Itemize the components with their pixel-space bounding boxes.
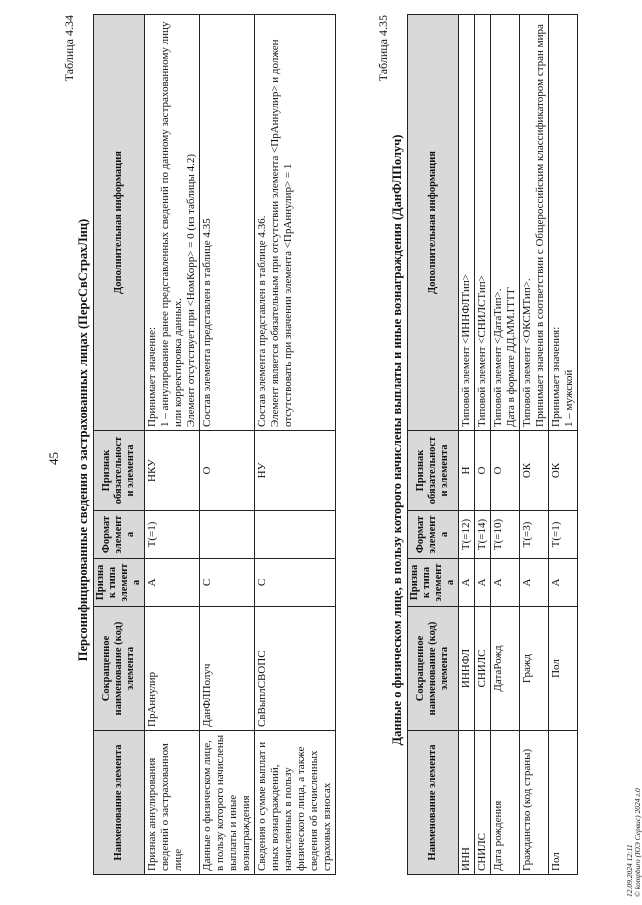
element-info-cell	[475, 15, 491, 431]
element-type-cell: А	[520, 559, 549, 607]
table-35-header-name: Наименование элемента	[408, 731, 459, 875]
element-type-cell: А	[475, 559, 491, 607]
element-code-cell: ПрАннулир	[145, 607, 200, 731]
element-required-cell: НУ	[255, 431, 336, 511]
table-34-title: Персонифицированные сведения о застрахованных лицах (ПерсСвСтрахЛиц)	[76, 218, 90, 662]
print-source: © kompburo (ЮЭ Сервис) 2024 г.0	[633, 788, 642, 897]
element-code-cell: ИННФЛ	[459, 607, 475, 731]
element-code-cell: ДатаРожд	[491, 607, 520, 731]
element-info-text: Принимает значение: 1 – аннулирование ранее представленных сведений по данному застрахованному лицу или корректировка данных. Элемент отсутствует при <НомКорр> = 0 (из таблицы 4.2)	[146, 21, 197, 427]
table-34-header-required: Признак обязательности элемента	[94, 431, 145, 511]
table-35-header-row	[408, 15, 459, 875]
element-type-cell: С	[255, 559, 336, 607]
table-34-header-code: Сокращенное наименование (код) элемента	[94, 607, 145, 731]
table-row	[145, 15, 200, 875]
element-info-text: Типовой элемент <СНИЛСТип>	[476, 275, 488, 427]
table-35-header-info: Дополнительная информация	[408, 15, 459, 431]
print-timestamp: 12.09.2024 12:11	[625, 844, 634, 897]
element-info-cell	[459, 15, 475, 431]
element-type-cell: С	[200, 559, 255, 607]
table-row	[459, 15, 475, 875]
element-type-cell: А	[549, 559, 578, 607]
element-required-cell: О	[475, 431, 491, 511]
element-code-cell: Пол	[549, 607, 578, 731]
element-code-cell: СНИЛС	[475, 607, 491, 731]
table-34-header-type: Признак типа элемента	[94, 559, 145, 607]
element-name-cell: Гражданство (код страны)	[520, 731, 549, 875]
element-info-text: Типовой элемент <ИННФЛТип>	[460, 274, 472, 427]
element-info-cell	[549, 15, 578, 431]
table-34-header-name: Наименование элемента	[94, 731, 145, 875]
table-row	[491, 15, 520, 875]
table-35-label: Таблица 4.35	[376, 15, 390, 82]
element-info-text: Состав элемента представлен в таблице 4.35	[201, 218, 213, 427]
element-info-cell	[200, 15, 255, 431]
element-name-cell: ИНН	[459, 731, 475, 875]
element-type-cell: А	[491, 559, 520, 607]
table-35-header-type: Признак типа элемента	[408, 559, 459, 607]
element-name-cell: СНИЛС	[475, 731, 491, 875]
element-required-cell: Н	[459, 431, 475, 511]
page-number: 45	[46, 452, 61, 465]
element-info-text: Типовой элемент <ОКСМТип>. Принимает значения в соответствии с Общероссийским классификатором стран мира	[521, 24, 546, 427]
element-format-cell	[200, 511, 255, 559]
print-footer	[626, 788, 642, 897]
element-format-cell: Т(=12)	[459, 511, 475, 559]
element-required-cell: ОК	[549, 431, 578, 511]
element-code-cell: СвВыплСВОПС	[255, 607, 336, 731]
element-format-cell: Т(=1)	[145, 511, 200, 559]
table-34-label: Таблица 4.34	[62, 15, 76, 82]
element-format-cell	[255, 511, 336, 559]
element-name-cell: Данные о физическом лице, в пользу которого начислены выплаты и иные вознаграждения	[200, 731, 255, 875]
element-required-cell: НКУ	[145, 431, 200, 511]
table-row	[520, 15, 549, 875]
table-35-header-format: Формат элемента	[408, 511, 459, 559]
table-row	[200, 15, 255, 875]
element-code-cell: ДанФЛПолуч	[200, 607, 255, 731]
element-required-cell: ОК	[520, 431, 549, 511]
element-format-cell: Т(=1)	[549, 511, 578, 559]
element-info-text: Принимает значения: 1 – мужской	[550, 326, 575, 427]
element-code-cell: Гражд	[520, 607, 549, 731]
element-info-text: Типовой элемент <ДатаТип>. Дата в формате ДД.ММ.ГГГГ	[492, 286, 517, 427]
table-34-header-format: Формат элемента	[94, 511, 145, 559]
element-name-cell: Сведения о сумме выплат и иных вознаграждений, начисленных в пользу физического лица, а также сведения об исчисленных страховых взносах	[255, 731, 336, 875]
element-name-cell: Дата рождения	[491, 731, 520, 875]
element-info-cell	[520, 15, 549, 431]
table-row	[475, 15, 491, 875]
table-35	[407, 14, 578, 875]
element-required-cell: О	[200, 431, 255, 511]
table-row	[255, 15, 336, 875]
element-info-text: Состав элемента представлен в таблице 4.36. Элемент является обязательным при отсутствии элемента <ПрАннулир> и должен отсутствовать при значении элемента <ПрАннулир> = 1	[256, 39, 294, 427]
element-name-cell: Пол	[549, 731, 578, 875]
table-35-title: Данные о физическом лице, в пользу которого начислены выплаты и иные вознаграждения (ДанФЛПолуч)	[390, 134, 404, 746]
element-info-cell	[145, 15, 200, 431]
table-34-header-row	[94, 15, 145, 875]
table-35-header-code: Сокращенное наименование (код) элемента	[408, 607, 459, 731]
element-info-cell	[491, 15, 520, 431]
element-type-cell: А	[459, 559, 475, 607]
element-format-cell: Т(=3)	[520, 511, 549, 559]
element-name-cell: Признак аннулирования сведений о застрахованном лице	[145, 731, 200, 875]
table-34-header-info: Дополнительная информация	[94, 15, 145, 431]
table-row	[549, 15, 578, 875]
element-info-cell	[255, 15, 336, 431]
element-type-cell: А	[145, 559, 200, 607]
element-format-cell: Т(=14)	[475, 511, 491, 559]
table-34	[93, 14, 336, 875]
element-required-cell: О	[491, 431, 520, 511]
table-35-header-required: Признак обязательности элемента	[408, 431, 459, 511]
element-format-cell: Т(=10)	[491, 511, 520, 559]
